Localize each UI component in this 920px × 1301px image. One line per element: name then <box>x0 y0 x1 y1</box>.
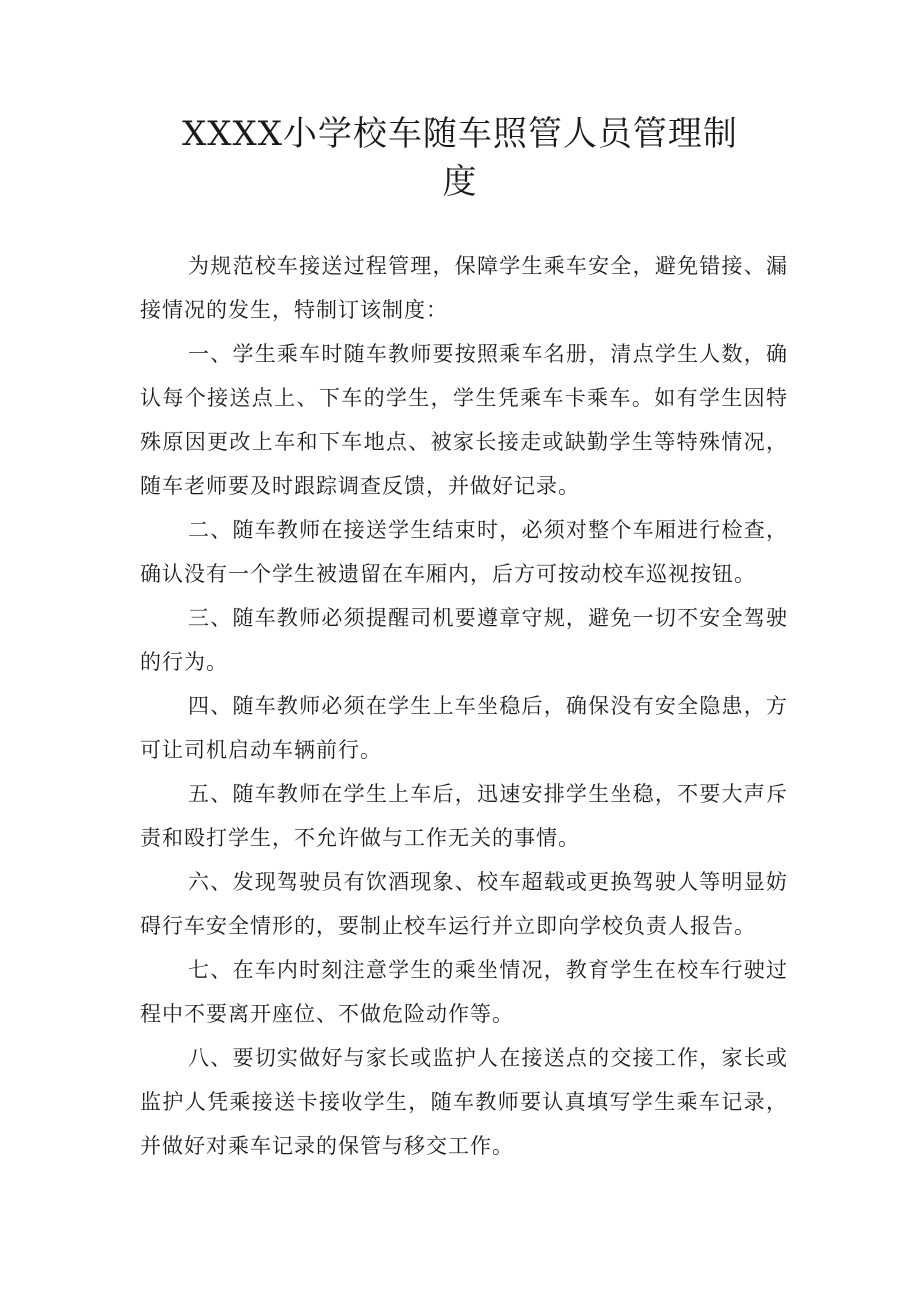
paragraph-item-4: 四、随车教师必须在学生上车坐稳后，确保没有安全隐患，方可让司机启动车辆前行。 <box>140 694 788 762</box>
paragraph-item-8: 八、要切实做好与家长或监护人在接送点的交接工作，家长或监护人凭乘接送卡接收学生，随车教师要认真填写学生乘车记录，并做好对乘车记录的保管与移交工作。 <box>140 1046 788 1158</box>
document-title <box>140 110 780 206</box>
paragraph-item-5: 五、随车教师在学生上车后，迅速安排学生坐稳，不要大声斥责和殴打学生，不允许做与工作无关的事情。 <box>140 782 788 850</box>
paragraph-item-6: 六、发现驾驶员有饮酒现象、校车超载或更换驾驶人等明显妨碍行车安全情形的，要制止校车运行并立即向学校负责人报告。 <box>140 870 788 938</box>
paragraph-item-7: 七、在车内时刻注意学生的乘坐情况，教育学生在校车行驶过程中不要离开座位、不做危险动作等。 <box>140 958 788 1026</box>
title-line-2: 度 <box>442 162 478 202</box>
paragraph-intro: 为规范校车接送过程管理，保障学生乘车安全，避免错接、漏接情况的发生，特制订该制度： <box>140 254 788 322</box>
paragraph-item-1: 一、学生乘车时随车教师要按照乘车名册，清点学生人数，确认每个接送点上、下车的学生，学生凭乘车卡乘车。如有学生因特殊原因更改上车和下车地点、被家长接走或缺勤学生等特殊情况，随车老师要及时跟踪调查反馈，并做好记录。 <box>140 342 788 498</box>
title-line-1: XXXX小学校车随车照管人员管理制 <box>182 114 738 154</box>
paragraph-item-2: 二、随车教师在接送学生结束时，必须对整个车厢进行检查，确认没有一个学生被遗留在车厢内，后方可按动校车巡视按钮。 <box>140 518 788 586</box>
paragraph-item-3: 三、随车教师必须提醒司机要遵章守规，避免一切不安全驾驶的行为。 <box>140 606 788 674</box>
document-body <box>140 244 788 1168</box>
